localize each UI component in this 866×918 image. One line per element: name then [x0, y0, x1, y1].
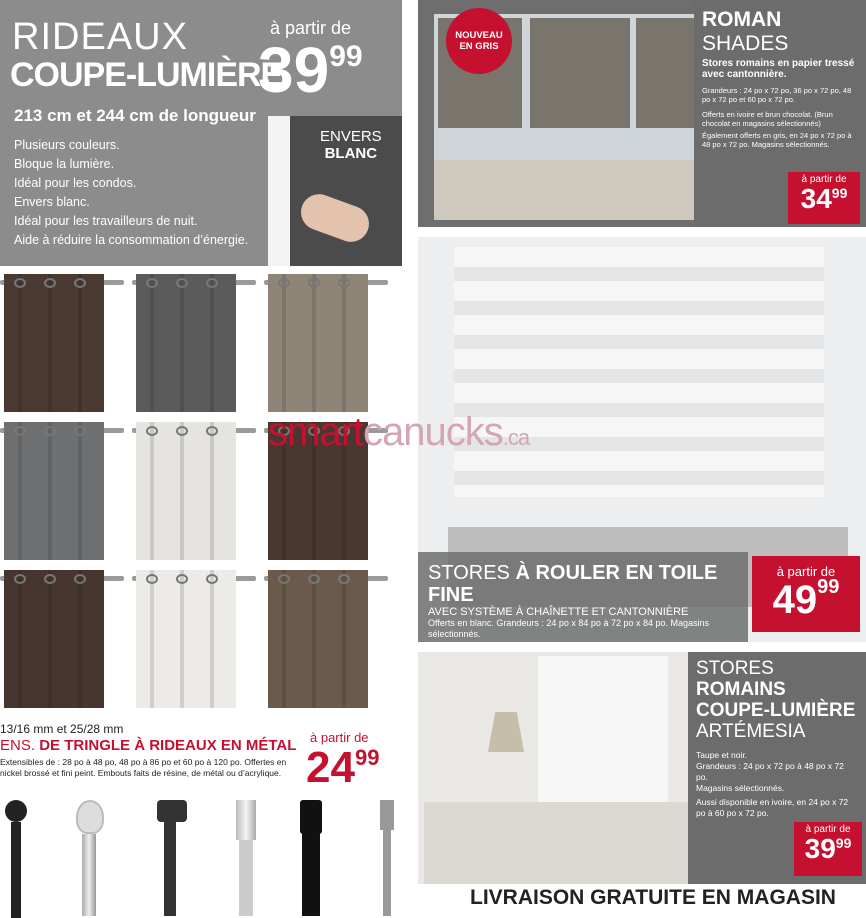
new-badge — [446, 8, 512, 74]
curtains-from: à partir de — [270, 18, 352, 38]
curtain-swatch — [268, 274, 368, 412]
price-dollars: 24 — [306, 743, 355, 792]
curtains-features — [14, 136, 248, 250]
grommet-icon — [146, 426, 158, 436]
finial-black-cap-icon — [300, 800, 316, 916]
grommet-icon — [206, 278, 218, 288]
artemesia-promo — [418, 652, 866, 884]
artemesia-stores: Magasins sélectionnés. — [696, 783, 785, 793]
grommet-icon — [74, 426, 86, 436]
finial-ball-icon — [8, 800, 24, 916]
badge-line1: NOUVEAU — [455, 30, 503, 41]
artemesia-price-tag — [794, 822, 862, 876]
rods-details: Extensibles de : 28 po à 48 po, 48 po à 86 po et 60 po à 120 po. Offertes en nickel brossé et fini peint. Embouts faits de résine, de métal ou d’acrylique. — [0, 757, 287, 778]
grommet-icon — [176, 574, 188, 584]
roller-from: à partir de — [776, 564, 836, 579]
artemesia-from: à partir de — [805, 824, 851, 835]
artemesia-title-bold: ROMAINS — [696, 679, 786, 700]
feature-item: Aide à réduire la consommation d’énergie. — [14, 233, 249, 247]
grommet-icon — [176, 278, 188, 288]
shade-image — [636, 18, 698, 128]
bed-image — [424, 802, 694, 884]
grommet-icon — [338, 278, 350, 288]
curtain-swatch — [4, 274, 104, 412]
curtains-promo — [0, 0, 402, 266]
price-dollars: 39 — [804, 833, 836, 864]
curtains-price — [258, 34, 363, 106]
grommet-icon — [14, 574, 26, 584]
envers-label — [320, 128, 382, 162]
grommet-icon — [176, 426, 188, 436]
roman-from: à partir de — [801, 174, 847, 185]
roller-title-bold: À ROULER EN TOILE FINE — [428, 562, 718, 606]
artemesia-ivory: Aussi disponible en ivoire, en 24 po x 72 po à 60 po x 72 po. — [696, 797, 849, 818]
roller-title — [428, 562, 738, 606]
lamp-image — [488, 712, 524, 752]
roman-shades-promo — [418, 0, 866, 227]
grommet-icon — [14, 278, 26, 288]
artemesia-title2 — [696, 700, 858, 721]
footer-rest: EN MAGASIN — [695, 886, 836, 909]
finial-cylinder-icon — [236, 800, 252, 916]
artemesia-colors: Taupe et noir. — [696, 750, 748, 760]
grommet-icon — [44, 278, 56, 288]
roman-price-tag — [788, 172, 860, 224]
roller-details: Offerts en blanc. Grandeurs : 24 po x 84 po à 72 po x 84 po. Magasins sélectionnés. — [428, 618, 710, 639]
artemesia-sizes: Grandeurs : 24 po x 72 po à 48 po x 72 po. — [696, 761, 844, 782]
grommet-icon — [278, 278, 290, 288]
artemesia-price — [794, 835, 862, 863]
artemesia-title1 — [696, 658, 858, 700]
rods-title-light: ENS. — [0, 737, 40, 754]
roman-title-light: SHADES — [702, 32, 789, 55]
curtains-subtitle: COUPE-LUMIÈRE — [10, 56, 283, 94]
artemesia-details — [696, 750, 858, 819]
grommet-icon — [146, 574, 158, 584]
roller-price-tag — [752, 556, 860, 632]
price-cents: 99 — [831, 185, 848, 201]
grommet-icon — [44, 426, 56, 436]
feature-item: Idéal pour les travailleurs de nuit. — [14, 214, 198, 228]
rods-title — [0, 737, 296, 754]
feature-item: Envers blanc. — [14, 195, 90, 209]
feature-item: Plusieurs couleurs. — [14, 138, 120, 152]
curtain-swatch — [268, 570, 368, 708]
grommet-icon — [338, 574, 350, 584]
curtain-swatch — [136, 274, 236, 412]
rods-price — [306, 743, 380, 792]
curtain-swatch — [4, 570, 104, 708]
grommet-icon — [74, 278, 86, 288]
curtain-swatch — [136, 570, 236, 708]
curtain-swatch — [136, 422, 236, 560]
roman-grey: Également offerts en gris, en 24 po x 72 po à 48 po x 72 po. Magasins sélectionnés. — [702, 131, 852, 149]
price-cents: 99 — [817, 576, 840, 598]
grommet-icon — [278, 574, 290, 584]
zebra-blind-image — [454, 247, 824, 497]
roman-price — [788, 185, 860, 213]
watermark-c: .ca — [502, 425, 530, 450]
roman-colors: Offerts en ivoire et brun chocolat. (Brun chocolat en magasins sélectionnés) — [702, 110, 833, 128]
curtains-length: 213 cm et 244 cm de longueur — [14, 106, 256, 125]
rods-from: à partir de — [310, 730, 369, 745]
grommet-icon — [44, 574, 56, 584]
rods-size: 13/16 mm et 25/28 mm — [0, 722, 124, 736]
artemesia-title3-text: ARTÉMESIA — [696, 721, 806, 742]
price-dollars: 39 — [258, 34, 330, 106]
sofa-image — [434, 160, 734, 220]
price-dollars: 34 — [800, 183, 832, 214]
grommet-icon — [206, 574, 218, 584]
watermark-a: smart — [268, 410, 363, 454]
feature-item: Idéal pour les condos. — [14, 176, 137, 190]
price-dollars: 49 — [772, 578, 818, 622]
shade-image — [530, 18, 630, 128]
roller-title-light: STORES — [428, 562, 516, 584]
artemesia-title2-text: COUPE-LUMIÈRE — [696, 700, 856, 721]
roller-sub: AVEC SYSTÈME À CHAÎNETTE ET CANTONNIÈRE — [428, 606, 689, 618]
envers-line1: ENVERS — [320, 128, 382, 145]
finial-square-icon — [164, 800, 180, 916]
envers-line2: BLANC — [324, 145, 378, 162]
curtains-title: RIDEAUX — [12, 16, 188, 58]
price-cents: 99 — [835, 835, 852, 851]
curtain-swatch — [4, 422, 104, 560]
roman-sub: Stores romains en papier tressé avec cantonnière. — [702, 58, 855, 80]
roller-price — [752, 576, 860, 622]
badge-line2: EN GRIS — [459, 41, 499, 52]
artemesia-title3 — [696, 721, 858, 742]
grommet-icon — [308, 574, 320, 584]
artemesia-title-light: STORES — [696, 658, 774, 679]
roman-title — [702, 8, 858, 56]
grommet-icon — [14, 426, 26, 436]
window-image — [538, 656, 668, 806]
grommet-icon — [146, 278, 158, 288]
grommet-icon — [308, 278, 320, 288]
grommet-icon — [206, 426, 218, 436]
finial-crystal-icon — [82, 800, 98, 916]
roman-title-bold: ROMAN — [702, 8, 782, 31]
footer-bold: LIVRAISON GRATUITE — [470, 886, 696, 909]
watermark — [268, 410, 529, 455]
finial-slim-icon — [380, 800, 396, 916]
roman-sizes: Grandeurs : 24 po x 72 po, 36 po x 72 po, 48 po x 72 po et 60 po x 72 po. — [702, 86, 852, 104]
price-cents: 99 — [329, 40, 363, 73]
footer-banner — [470, 886, 866, 916]
rods-title-bold: DE TRINGLE À RIDEAUX EN MÉTAL — [39, 737, 297, 754]
watermark-b: canucks — [363, 410, 503, 454]
price-cents: 99 — [354, 745, 380, 770]
grommet-icon — [74, 574, 86, 584]
feature-item: Bloque la lumière. — [14, 157, 115, 171]
roller-caption — [418, 552, 748, 642]
